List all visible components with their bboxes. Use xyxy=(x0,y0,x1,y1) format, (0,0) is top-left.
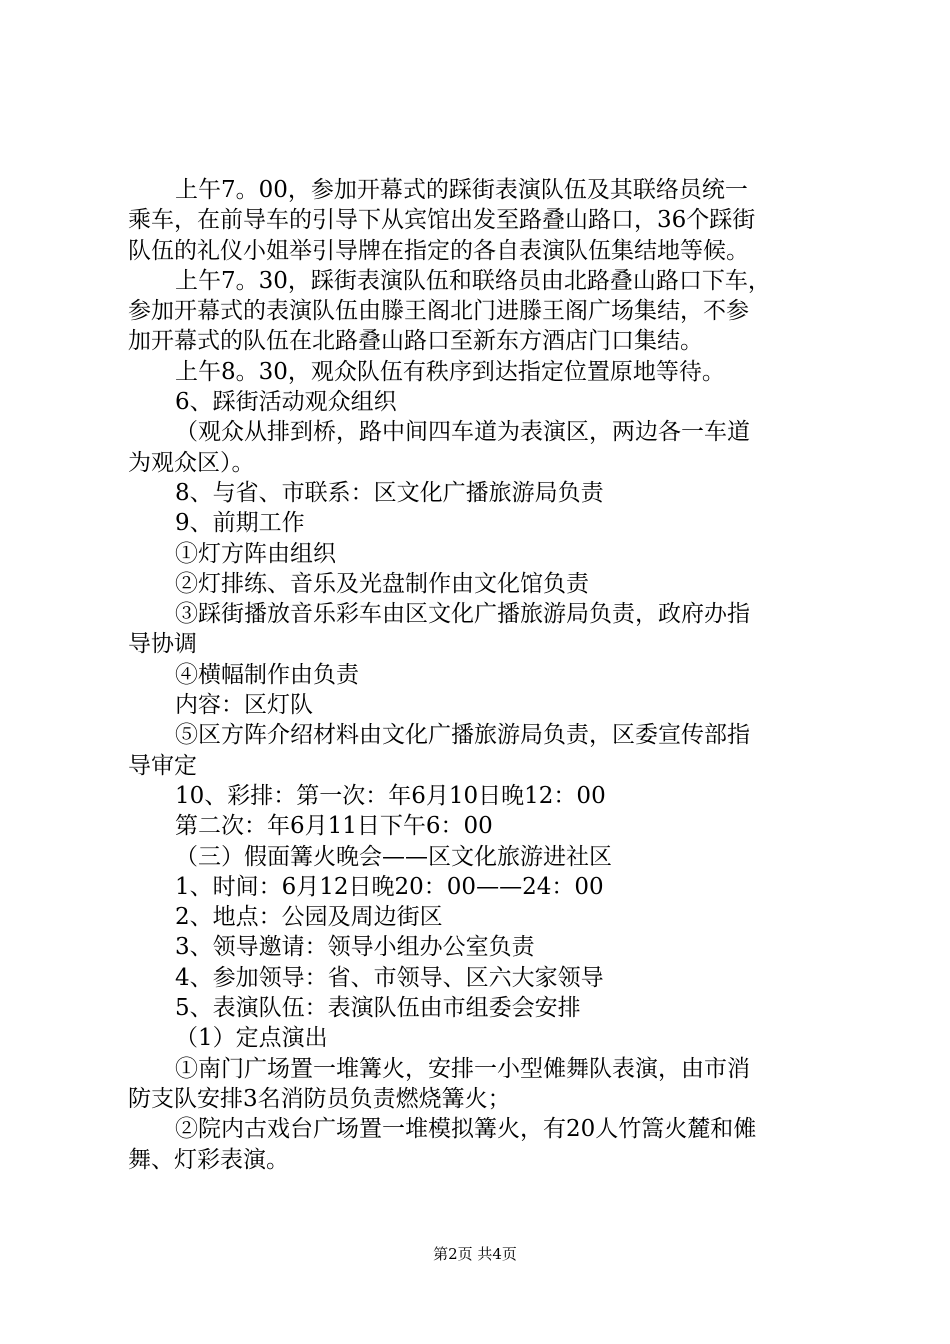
paragraph-line: 第二次：年6月11日下午6：00 xyxy=(175,813,493,840)
paragraph-line: 为观众区）。 xyxy=(128,449,255,476)
page-number-footer: 第2页 共4页 xyxy=(433,1245,517,1263)
paragraph-line: 5、表演队伍：表演队伍由市组委会安排 xyxy=(175,995,581,1022)
section-heading: 6、踩街活动观众组织 xyxy=(175,389,397,416)
list-item: ③踩街播放音乐彩车由区文化广播旅游局负责，政府办指 xyxy=(175,601,750,628)
list-item: ②院内古戏台广场置一堆模拟篝火，有20人竹篙火麓和傩 xyxy=(175,1116,757,1143)
paragraph-line: 3、领导邀请：领导小组办公室负责 xyxy=(175,934,535,961)
paragraph-line: 4、参加领导：省、市领导、区六大家领导 xyxy=(175,964,604,991)
paragraph-line: 内容：区灯队 xyxy=(175,692,313,719)
list-item: ①南门广场置一堆篝火，安排一小型傩舞队表演，由市消 xyxy=(175,1055,750,1082)
paragraph-line: （观众从排到桥，路中间四车道为表演区，两边各一车道 xyxy=(175,419,750,446)
paragraph-line: 上午7。30，踩街表演队伍和联络员由北路叠山路口下车， xyxy=(175,267,771,294)
section-heading: 10、彩排：第一次：年6月10日晚12：00 xyxy=(175,782,606,809)
list-item: ②灯排练、音乐及光盘制作由文化馆负责 xyxy=(175,570,589,597)
paragraph-line: 队伍的礼仪小姐举引导牌在指定的各自表演队伍集结地等候。 xyxy=(128,237,749,264)
paragraph-line: 参加开幕式的表演队伍由滕王阁北门进滕王阁广场集结，不参 xyxy=(128,298,749,325)
paragraph-line: 上午8。30，观众队伍有秩序到达指定位置原地等待。 xyxy=(175,358,725,385)
list-item-continuation: 防支队安排3名消防员负责燃烧篝火； xyxy=(128,1085,511,1112)
list-item-continuation: 导审定 xyxy=(128,752,197,779)
list-item-continuation: 舞、灯彩表演。 xyxy=(128,1146,289,1173)
list-item: ①灯方阵由组织 xyxy=(175,540,336,567)
paragraph-line: 2、地点：公园及周边街区 xyxy=(175,904,443,931)
section-heading: 8、与省、市联系：区文化广播旅游局负责 xyxy=(175,479,604,506)
paragraph-line: 1、时间：6月12日晚20：00——24：00 xyxy=(175,873,604,900)
list-item-continuation: 导协调 xyxy=(128,631,197,658)
document-body xyxy=(128,175,838,1175)
list-item: ⑤区方阵介绍材料由文化广播旅游局负责，区委宣传部指 xyxy=(175,722,750,749)
section-heading: 9、前期工作 xyxy=(175,510,305,537)
paragraph-line: 加开幕式的队伍在北路叠山路口至新东方酒店门口集结。 xyxy=(128,328,703,355)
section-heading: （三）假面篝火晚会——区文化旅游进社区 xyxy=(175,843,612,870)
section-heading: （1）定点演出 xyxy=(175,1025,328,1052)
paragraph-line: 上午7。00，参加开幕式的踩街表演队伍及其联络员统一 xyxy=(175,177,748,203)
list-item: ④横幅制作由负责 xyxy=(175,661,359,688)
paragraph-line: 乘车，在前导车的引导下从宾馆出发至路叠山路口，36个踩街 xyxy=(128,207,756,234)
